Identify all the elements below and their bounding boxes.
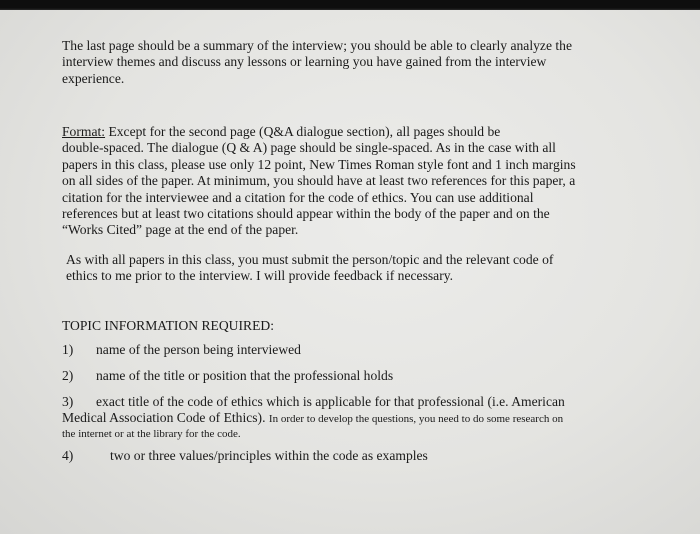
topic-item-1 bbox=[62, 342, 301, 358]
text-line: papers in this class, please use only 12 point, New Times Roman style font and 1 inch margins bbox=[62, 156, 576, 172]
item-number: 3) bbox=[62, 394, 74, 409]
item-note: In order to develop the questions, you need to do some research on bbox=[268, 413, 564, 426]
item-continuation: Medical Association Code of Ethics). bbox=[62, 410, 266, 426]
topic-item-2 bbox=[62, 368, 393, 384]
text-line: double-spaced. The dialogue (Q & A) page should be single-spaced. As in the case with all bbox=[62, 140, 556, 156]
text-line: interview themes and discuss any lessons or learning you have gained from the interview bbox=[62, 54, 547, 70]
summary-paragraph bbox=[62, 38, 662, 87]
topic-item-4 bbox=[62, 448, 428, 464]
format-label: Format: bbox=[62, 124, 106, 139]
topic-section bbox=[62, 318, 662, 334]
text-line: experience. bbox=[62, 70, 125, 86]
item-text: two or three values/principles within the code as examples bbox=[110, 448, 428, 463]
item-number: 4) bbox=[62, 448, 74, 463]
item-text: name of the title or position that the professional holds bbox=[96, 368, 394, 383]
topic-item-3 bbox=[62, 394, 565, 441]
submit-paragraph bbox=[66, 252, 666, 285]
format-text: Except for the second page (Q&A dialogue section), all pages should be bbox=[105, 124, 501, 139]
item-text: name of the person being interviewed bbox=[96, 342, 301, 357]
topic-heading: TOPIC INFORMATION REQUIRED: bbox=[62, 318, 274, 333]
item-number: 1) bbox=[62, 342, 74, 357]
text-line: references but at least two citations should appear within the body of the paper and on the bbox=[62, 206, 550, 222]
item-note-line: the internet or at the library for the code. bbox=[62, 427, 241, 440]
text-line: As with all papers in this class, you must submit the person/topic and the relevant code of bbox=[66, 252, 554, 267]
text-line: on all sides of the paper. At minimum, you should have at least two references for this paper, a bbox=[62, 173, 576, 189]
text-line: “Works Cited” page at the end of the paper. bbox=[62, 222, 299, 238]
item-number: 2) bbox=[62, 368, 74, 383]
item-text: exact title of the code of ethics which is applicable for that professional (i.e. American bbox=[96, 394, 565, 409]
text-line bbox=[62, 124, 662, 140]
text-line: citation for the interviewee and a citation for the code of ethics. You can use additional bbox=[62, 189, 534, 205]
text-line: ethics to me prior to the interview. I will provide feedback if necessary. bbox=[66, 268, 454, 284]
text-line: The last page should be a summary of the interview; you should be able to clearly analyze the bbox=[62, 38, 572, 53]
format-paragraph bbox=[62, 124, 662, 239]
